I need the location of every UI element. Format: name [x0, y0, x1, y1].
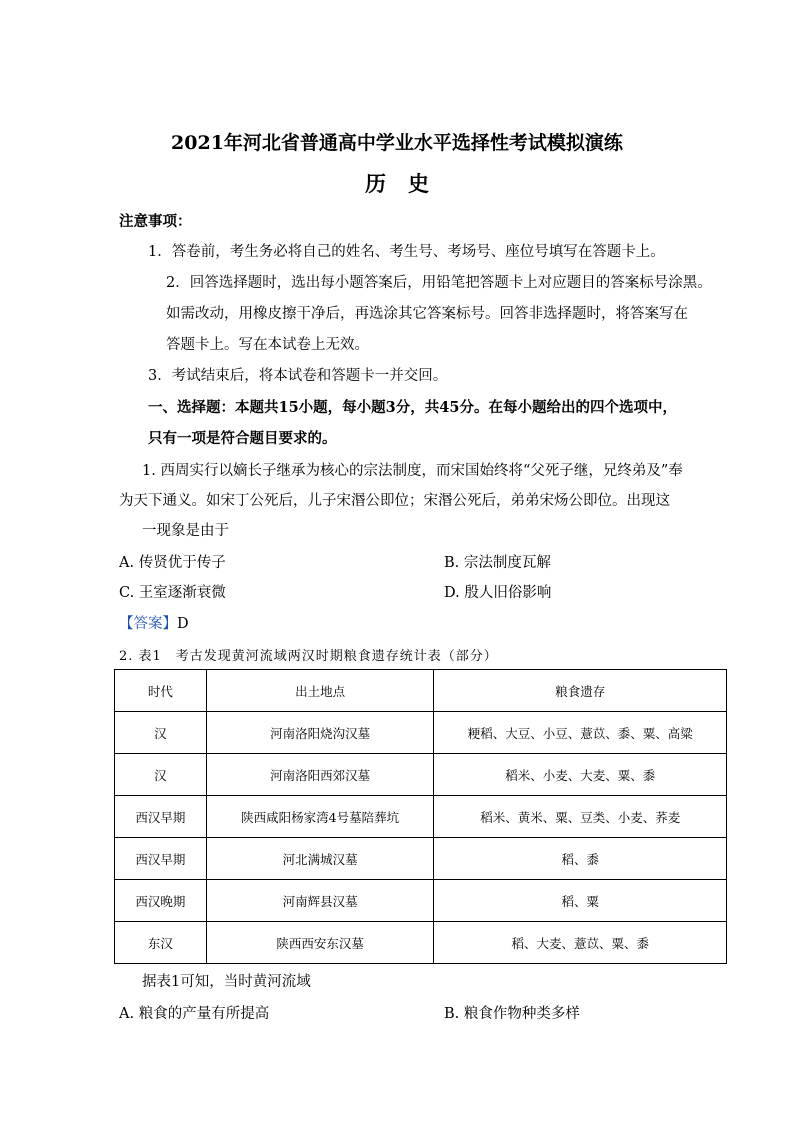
table-header-row — [115, 670, 727, 712]
notice-heading: 注意事项： — [119, 213, 192, 230]
answer-value: D — [177, 616, 189, 632]
table-cell-site: 河北满城汉墓 — [206, 838, 434, 880]
table-cell-remains: 稻、粟 — [434, 880, 727, 922]
table-cell-site: 河南洛阳烧沟汉墓 — [206, 712, 434, 754]
table-row — [115, 754, 727, 796]
question-2-option-a: A. 粮食的产量有所提高 — [119, 1006, 270, 1022]
notice-item-3: 3．考试结束后，将本试卷和答题卡一并交回。 — [148, 368, 448, 384]
question-1-option-a: A. 传贤优于传子 — [119, 555, 226, 571]
table-cell-remains: 稻、大麦、薏苡、粟、黍 — [434, 922, 727, 964]
section-1-heading-line-1: 一、选择题：本题共15小题，每小题3分，共45分。在每小题给出的四个选项中， — [148, 399, 677, 416]
notice-item-2-line-3: 答题卡上。写在本试卷上无效。 — [166, 337, 369, 353]
question-1-line-2: 为天下通义。如宋丁公死后，儿子宋湣公即位；宋湣公死后，弟弟宋炀公即位。出现这 — [119, 493, 670, 509]
table-header-cell: 出土地点 — [206, 670, 434, 712]
notice-item-2-line-2: 如需改动，用橡皮擦干净后，再选涂其它答案标号。回答非选择题时，将答案写在 — [166, 306, 688, 322]
question-1-answer — [119, 612, 189, 633]
notice-item-1: 1．答卷前，考生务必将自己的姓名、考生号、考场号、座位号填写在答题卡上。 — [148, 244, 665, 260]
table-row — [115, 838, 727, 880]
table-cell-site: 陕西西安东汉墓 — [206, 922, 434, 964]
question-1-line-3: 一现象是由于 — [142, 523, 229, 539]
table-cell-era: 西汉晚期 — [115, 880, 207, 922]
table-cell-site: 陕西咸阳杨家湾4号墓陪葬坑 — [206, 796, 434, 838]
subject-title: 历史 — [365, 171, 451, 196]
table-row — [115, 796, 727, 838]
question-1-option-c: C. 王室逐渐衰微 — [119, 585, 226, 601]
table-cell-era: 西汉早期 — [115, 796, 207, 838]
table-cell-era: 汉 — [115, 754, 207, 796]
answer-label: 【答案】 — [119, 616, 177, 632]
section-1-heading-line-2: 只有一项是符合题目要求的。 — [148, 430, 337, 447]
question-1-line-1: 1. 西周实行以嫡长子继承为核心的宗法制度，而宋国始终将“父死子继，兄终弟及”奉 — [142, 463, 683, 479]
table-cell-era: 西汉早期 — [115, 838, 207, 880]
table-cell-remains: 稻米、小麦、大麦、粟、黍 — [434, 754, 727, 796]
table-cell-remains: 稻、黍 — [434, 838, 727, 880]
question-2-table-caption: 2. 表1 考古发现黄河流域两汉时期粮食遗存统计表（部分） — [119, 649, 498, 664]
exam-title: 2021年河北省普通高中学业水平选择性考试模拟演练 — [171, 132, 623, 154]
table-cell-era: 东汉 — [115, 922, 207, 964]
table-cell-site: 河南辉县汉墓 — [206, 880, 434, 922]
grain-remains-table — [114, 669, 727, 964]
question-2-stem: 据表1可知，当时黄河流域 — [142, 974, 311, 990]
question-2-option-b: B. 粮食作物种类多样 — [444, 1006, 580, 1022]
question-1-option-d: D. 殷人旧俗影响 — [444, 585, 552, 601]
table-row — [115, 880, 727, 922]
question-1-option-b: B. 宗法制度瓦解 — [444, 555, 551, 571]
table-cell-site: 河南洛阳西郊汉墓 — [206, 754, 434, 796]
table-cell-era: 汉 — [115, 712, 207, 754]
table-row — [115, 712, 727, 754]
notice-item-2-line-1: 2．回答选择题时，选出每小题答案后，用铅笔把答题卡上对应题目的答案标号涂黑。 — [166, 275, 712, 291]
table-cell-remains: 粳稻、大豆、小豆、薏苡、黍、粟、高粱 — [434, 712, 727, 754]
table-header-cell: 粮食遗存 — [434, 670, 727, 712]
table-cell-remains: 稻米、黄米、粟、豆类、小麦、荞麦 — [434, 796, 727, 838]
table-header-cell: 时代 — [115, 670, 207, 712]
table-row — [115, 922, 727, 964]
